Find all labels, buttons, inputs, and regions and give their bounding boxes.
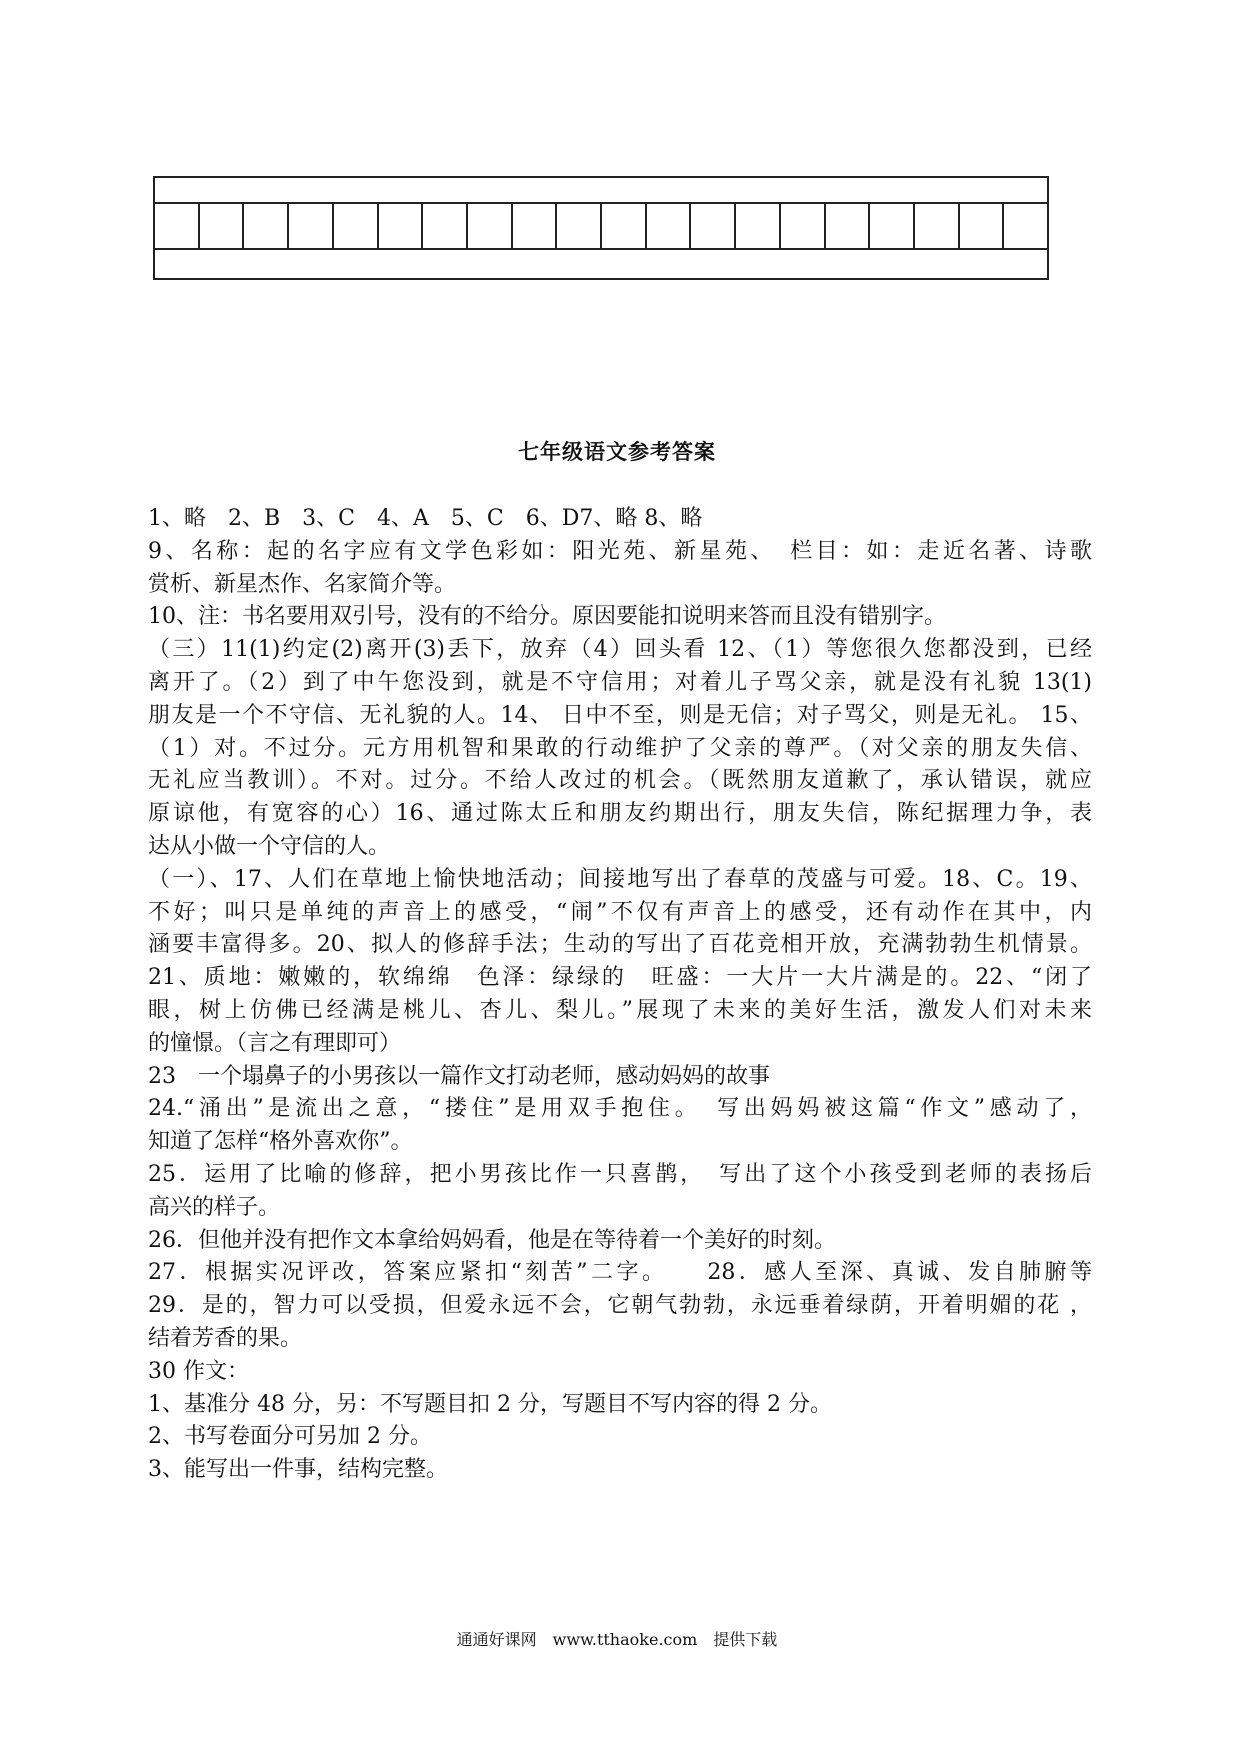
- grid-cell: [602, 202, 647, 250]
- text-line: 眼，树上仿佛已经满是桃儿、杏儿、梨儿。”展现了未来的美好生活，激发人们对未来: [148, 997, 1092, 1023]
- text-line: 无礼应当教训）。不对。过分。不给人改过的机会。（既然朋友道歉了，承认错误，就应: [148, 768, 1092, 794]
- text-line: 离开了。（2）到了中午您没到，就是不守信用；对着儿子骂父亲，就是没有礼貌 13(1): [148, 669, 1092, 695]
- answer-text: [148, 503, 1092, 1487]
- grid-cell: [960, 202, 1005, 250]
- text-line: 27．根据实况评改，答案应紧扣“刻苦”二字。 28．感人至深、真诚、发自肺腑等: [148, 1260, 1092, 1286]
- grid-cell: [736, 202, 781, 250]
- grid-cell: [647, 202, 692, 250]
- text-line: 24.“涌出”是流出之意，“搂住”是用双手抱住。 写出妈妈被这篇“作文”感动了，: [148, 1096, 1092, 1122]
- grid-cell: [557, 202, 602, 250]
- text-line: 29．是的，智力可以受损，但爱永远不会，它朝气勃勃，永远垂着绿荫，开着明媚的花 ，: [148, 1293, 1092, 1319]
- grid-cell: [244, 202, 289, 250]
- grid-cell: [423, 202, 468, 250]
- text-line: 原谅他，有宽容的心）16、通过陈太丘和朋友约期出行，朋友失信，陈纪据理力争，表: [148, 801, 1092, 827]
- text-line: 30 作文：: [148, 1358, 249, 1384]
- text-line: 1、基准分 48 分，另：不写题目扣 2 分，写题目不写内容的得 2 分。: [148, 1391, 832, 1417]
- grid-cell: [870, 202, 915, 250]
- grid-cell: [781, 202, 826, 250]
- text-line: 1、略 2、B 3、C 4、A 5、C 6、D7、略 8、略: [148, 506, 703, 531]
- text-line: 知道了怎样“格外喜欢你”。: [148, 1129, 413, 1155]
- grid-cell: [691, 202, 736, 250]
- text-line: 2、书写卷面分可另加 2 分。: [148, 1424, 432, 1450]
- text-line: （一）、17、人们在草地上愉快地活动；间接地写出了春草的茂盛与可爱。18、C。19、: [148, 866, 1092, 892]
- text-line: 23 一个塌鼻子的小男孩以一篇作文打动老师，感动妈妈的故事: [148, 1063, 770, 1089]
- grid-cell: [1004, 202, 1047, 250]
- grid-cell: [513, 202, 558, 250]
- grid-cell: [379, 202, 424, 250]
- grid-cell: [155, 202, 200, 250]
- grid-cell: [915, 202, 960, 250]
- text-line: 达从小做一个守信的人。: [148, 833, 391, 859]
- text-line: 25．运用了比喻的修辞，把小男孩比作一只喜鹊， 写出了这个小孩受到老师的表扬后: [148, 1161, 1092, 1187]
- page-footer: 通通好课网 www.tthaoke.com 提供下载: [456, 1630, 778, 1649]
- text-line: 9、名称：起的名字应有文学色彩如：阳光苑、新星苑、 栏目：如：走近名著、诗歌: [148, 538, 1092, 564]
- grid-cell: [826, 202, 871, 250]
- writing-grid-bottom-strip: [155, 248, 1047, 278]
- text-line: 3、能写出一件事，结构完整。: [148, 1457, 448, 1483]
- text-line: （1）对。不过分。元方用机智和果敢的行动维护了父亲的尊严。（对父亲的朋友失信、: [148, 735, 1092, 761]
- text-line: 21、质地：嫩嫩的，软绵绵 色泽：绿绿的 旺盛：一大片一大片满是的。22、“闭了: [148, 965, 1092, 991]
- text-line: 不好；叫只是单纯的声音上的感受，“闹”不仅有声音上的感受，还有动作在其中，内: [148, 899, 1092, 925]
- text-line: （三）11(1)约定(2)离开(3)丢下，放弃（4）回头看 12、（1）等您很久您都没到，已经: [148, 637, 1092, 663]
- writing-grid-top-strip: [155, 178, 1047, 204]
- text-line: 10、注：书名要用双引号，没有的不给分。原因要能扣说明来答而且没有错别字。: [148, 604, 946, 630]
- text-line: 的憧憬。（言之有理即可）: [148, 1030, 402, 1056]
- grid-cell: [200, 202, 245, 250]
- page-title: 七年级语文参考答案: [518, 439, 716, 464]
- writing-grid-cells: [155, 202, 1047, 250]
- text-line: 26．但他并没有把作文本拿给妈妈看，他是在等待着一个美好的时刻。: [148, 1227, 836, 1253]
- text-line: 结着芳香的果。: [148, 1325, 303, 1351]
- grid-cell: [289, 202, 334, 250]
- text-line: 涵要丰富得多。20、拟人的修辞手法；生动的写出了百花竞相开放，充满勃勃生机情景。: [148, 932, 1092, 958]
- writing-grid: [153, 176, 1049, 280]
- text-line: 高兴的样子。: [148, 1194, 281, 1220]
- grid-cell: [468, 202, 513, 250]
- text-line: 朋友是一个不守信、无礼貌的人。14、 日中不至，则是无信；对子骂父，则是无礼。 15、: [148, 702, 1092, 728]
- text-line: 赏析、新星杰作、名家简介等。: [148, 571, 457, 597]
- grid-cell: [334, 202, 379, 250]
